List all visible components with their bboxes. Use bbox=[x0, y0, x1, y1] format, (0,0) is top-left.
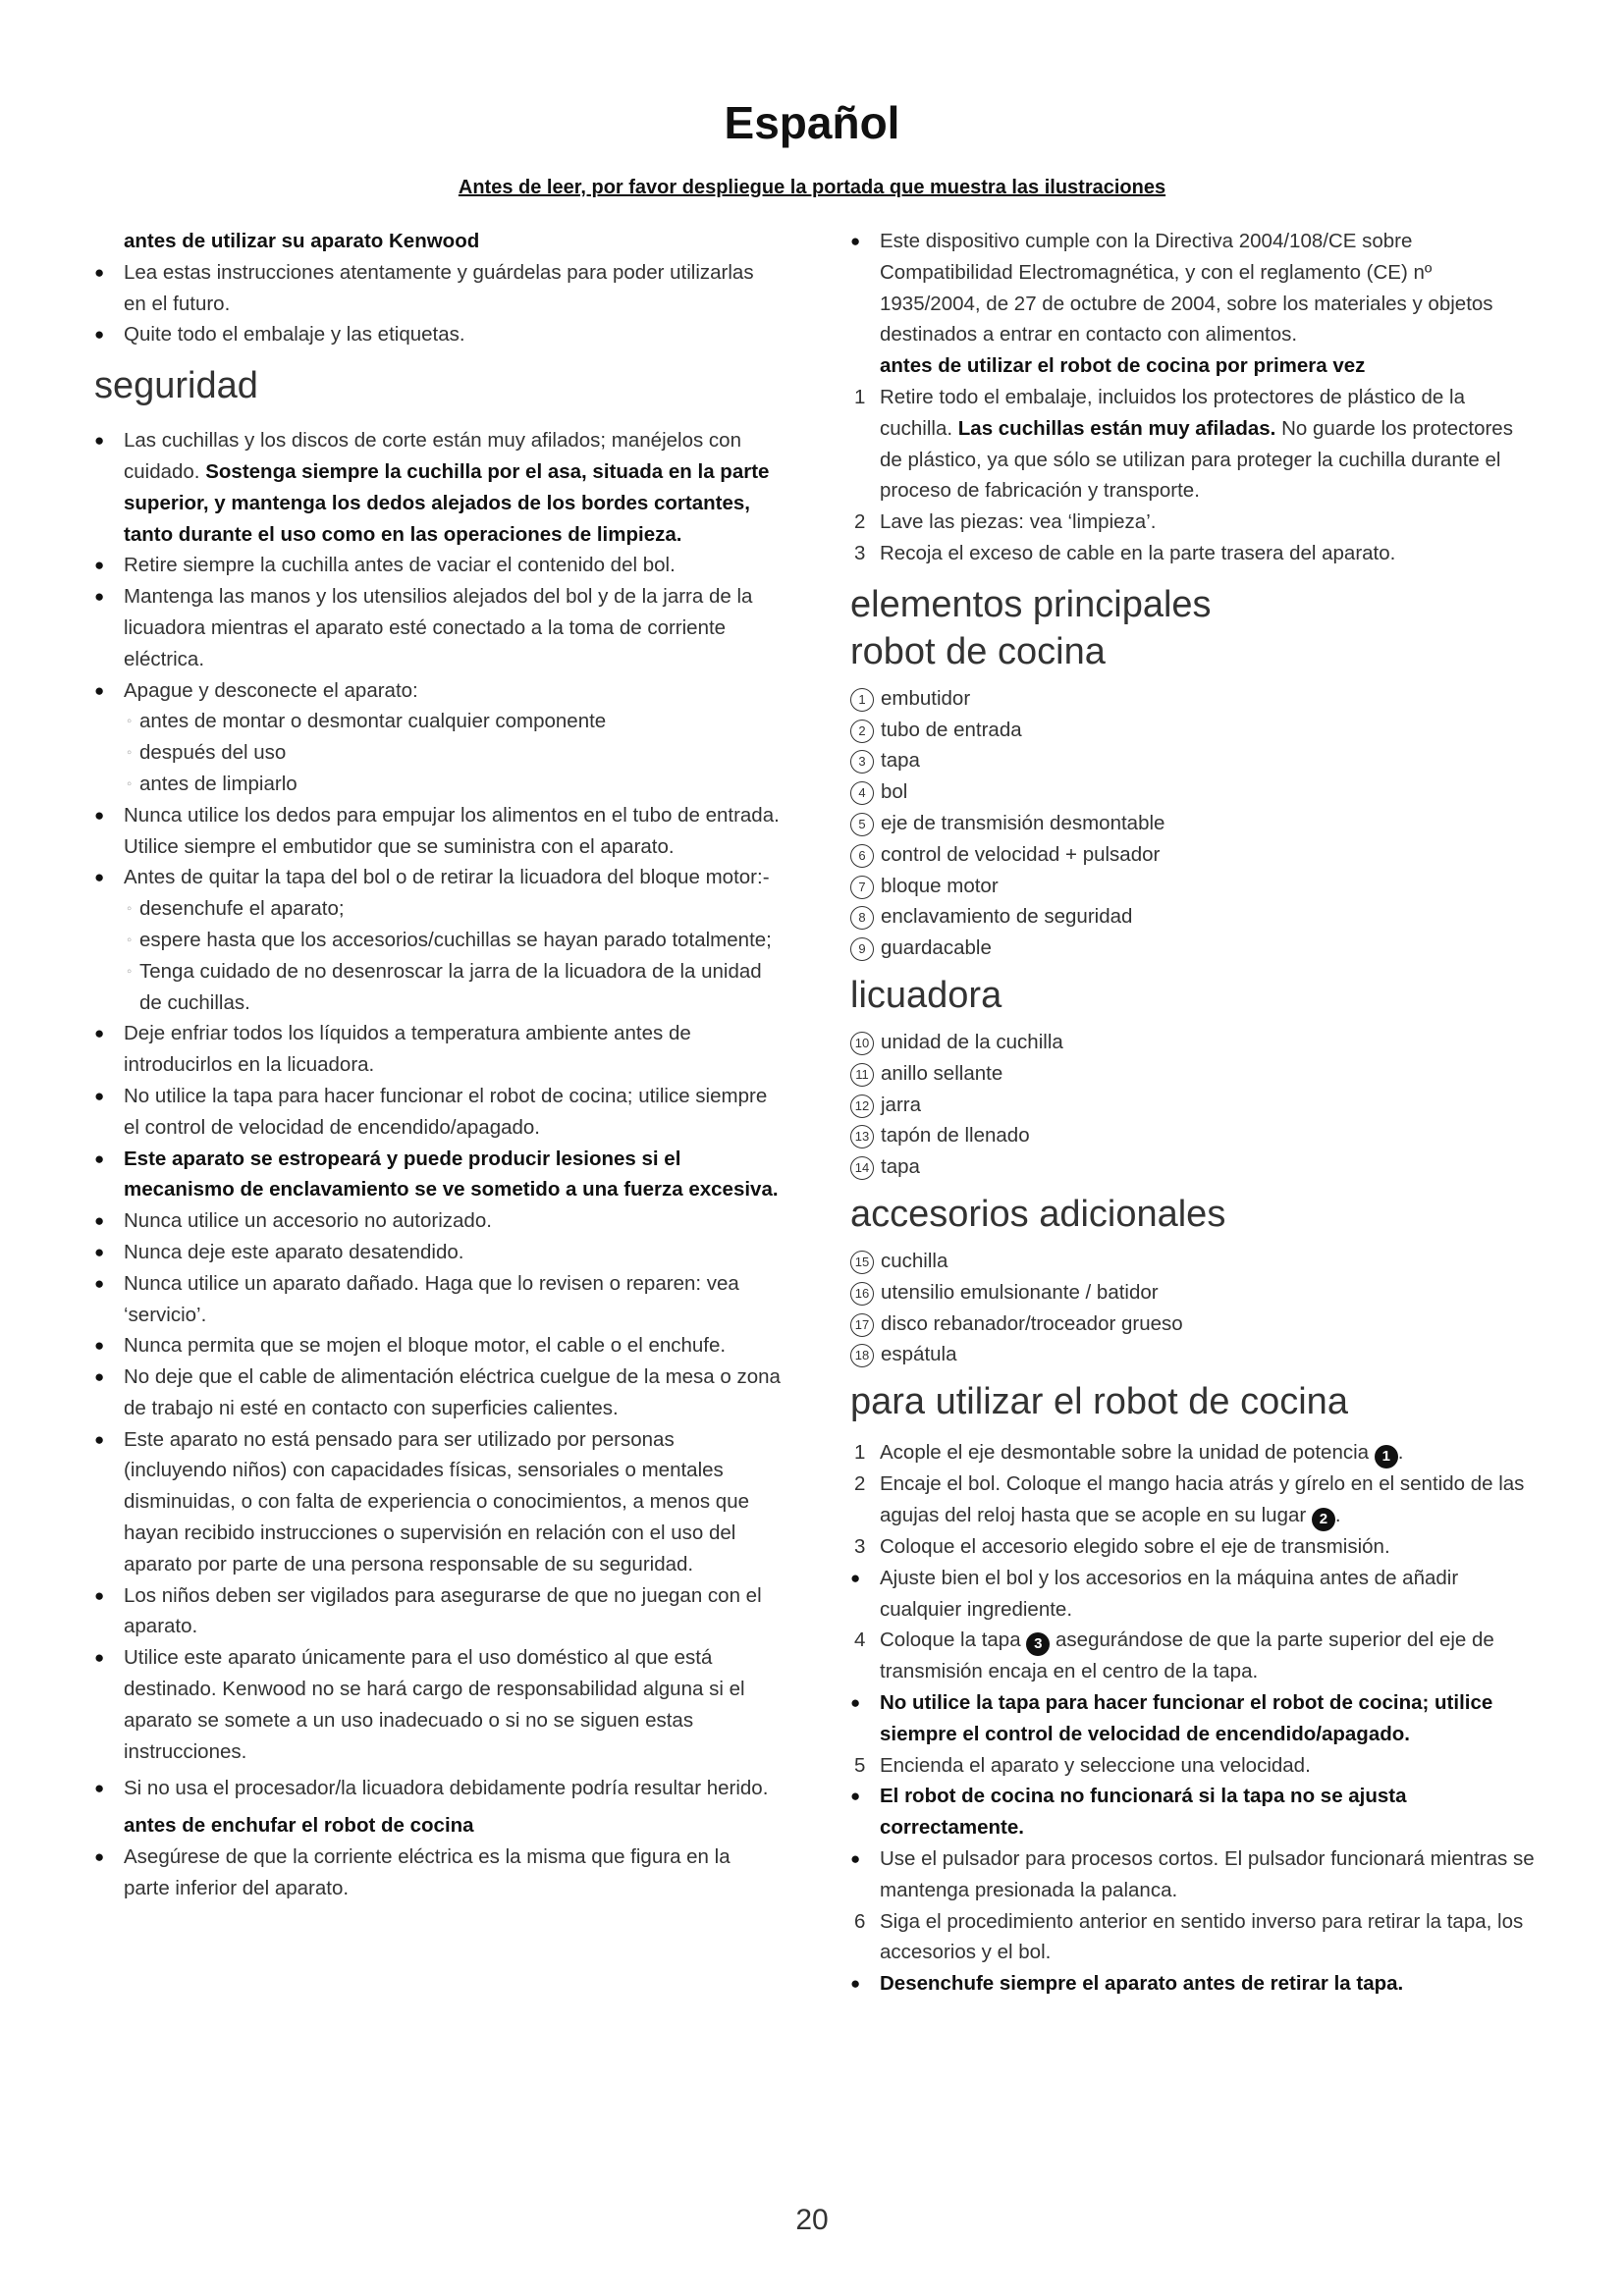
safety-item: ● Antes de quitar la tapa del bol o de retirar la licuadora del bloque motor:- bbox=[94, 862, 782, 893]
safety-item bbox=[94, 425, 782, 550]
safety-subitem: ◦ antes de limpiarlo bbox=[94, 769, 782, 800]
part-label: enclavamiento de seguridad bbox=[881, 905, 1133, 929]
step-number: 1 bbox=[854, 385, 866, 408]
part-label: jarra bbox=[881, 1093, 922, 1116]
part-item bbox=[850, 1058, 1538, 1090]
antes-heading: antes de utilizar su aparato Kenwood bbox=[124, 230, 480, 252]
step-number: 5 bbox=[854, 1753, 866, 1777]
seguridad-heading: seguridad bbox=[94, 365, 258, 407]
part-number-icon: 17 bbox=[850, 1313, 874, 1337]
safety-item: ● Mantenga las manos y los utensilios alejados del bol y de la jarra de la licuadora mientras el aparato esté conectado a la toma de corriente eléctrica. bbox=[94, 581, 782, 674]
step-bold-text: Las cuchillas están muy afiladas. bbox=[957, 416, 1276, 440]
safety-item: ● Utilice este aparato únicamente para el uso doméstico al que está destinado. Kenwood no se hará cargo de responsabilidad alguna si el aparato se somete a un uso inadecuado o si no se siguen estas instrucciones. bbox=[94, 1642, 782, 1767]
step-number: 1 bbox=[854, 1441, 866, 1465]
step-number: 2 bbox=[854, 510, 866, 534]
step-text: Coloque la tapa bbox=[880, 1629, 1021, 1652]
step-text: Recoja el exceso de cable en la parte trasera del aparato. bbox=[880, 541, 1396, 564]
step-text: Encienda el aparato y seleccione una velocidad. bbox=[880, 1753, 1311, 1777]
part-label: bloque motor bbox=[881, 874, 999, 897]
safety-item: ● Si no usa el procesador/la licuadora debidamente podría resultar herido. bbox=[94, 1773, 782, 1804]
figure-1-icon: 1 bbox=[1375, 1445, 1398, 1468]
step-item bbox=[850, 1750, 1538, 1782]
safety-subitem: ◦ Tenga cuidado de no desenroscar la jarra de la licuadora de la unidad de cuchillas. bbox=[94, 956, 782, 1019]
safety-item: ● Nunca deje este aparato desatendido. bbox=[94, 1237, 782, 1268]
safety-item: ● Retire siempre la cuchilla antes de vaciar el contenido del bol. bbox=[94, 550, 782, 581]
figure-3-icon: 3 bbox=[1026, 1632, 1050, 1656]
part-number-icon: 11 bbox=[850, 1063, 874, 1087]
step-bullet: ● Use el pulsador para procesos cortos. El pulsador funcionará mientras se mantenga presionada la palanca. bbox=[850, 1843, 1538, 1906]
part-item bbox=[850, 1027, 1538, 1058]
part-number-icon: 12 bbox=[850, 1095, 874, 1118]
part-number-icon: 14 bbox=[850, 1156, 874, 1180]
step-item bbox=[850, 538, 1538, 569]
part-item bbox=[850, 1246, 1538, 1277]
step-item bbox=[850, 1625, 1538, 1687]
step-text: No guarde los protectores de plástico, ya que sólo se utilizan para proteger la cuchilla durante el proceso de fabricación y transporte. bbox=[880, 416, 1513, 503]
part-number-icon: 6 bbox=[850, 844, 874, 868]
part-number-icon: 5 bbox=[850, 813, 874, 836]
safety-item: ● Nunca utilice un aparato dañado. Haga que lo revisen o reparen: vea ‘servicio’. bbox=[94, 1268, 782, 1331]
part-number-icon: 4 bbox=[850, 781, 874, 805]
figure-2-icon: 2 bbox=[1312, 1508, 1335, 1531]
safety-item: ● No utilice la tapa para hacer funcionar el robot de cocina; utilice siempre el control de velocidad de encendido/apagado. bbox=[94, 1081, 782, 1144]
part-item bbox=[850, 1090, 1538, 1121]
step-bullet-bold: ● El robot de cocina no funcionará si la tapa no se ajusta correctamente. bbox=[850, 1781, 1538, 1843]
left-column bbox=[94, 226, 782, 1904]
page-title: Español bbox=[724, 97, 900, 148]
part-item bbox=[850, 745, 1538, 776]
step-text: asegurándose de que la parte superior del eje de transmisión encaja en el centro de la tapa. bbox=[880, 1629, 1494, 1683]
part-item bbox=[850, 1339, 1538, 1370]
part-number-icon: 7 bbox=[850, 876, 874, 899]
part-label: unidad de la cuchilla bbox=[881, 1030, 1063, 1053]
step-number: 6 bbox=[854, 1909, 866, 1933]
step-number: 2 bbox=[854, 1472, 866, 1496]
safety-item: ● Los niños deben ser vigilados para asegurarse de que no juegan con el aparato. bbox=[94, 1580, 782, 1643]
safety-text: Las cuchillas y los discos de corte están muy afilados; manéjelos con cuidado. bbox=[124, 429, 741, 483]
licuadora-parts-list bbox=[850, 1027, 1538, 1183]
antes-item: ● Quite todo el embalaje y las etiquetas. bbox=[94, 319, 782, 350]
part-label: utensilio emulsionante / batidor bbox=[881, 1280, 1159, 1304]
safety-item: ● Apague y desconecte el aparato: bbox=[94, 675, 782, 707]
utilizar-steps bbox=[850, 1437, 1538, 2000]
part-number-icon: 9 bbox=[850, 937, 874, 961]
part-label: cuchilla bbox=[881, 1249, 948, 1272]
part-label: disco rebanador/troceador grueso bbox=[881, 1311, 1183, 1335]
part-label: tapón de llenado bbox=[881, 1124, 1030, 1148]
safety-item: ● Nunca permita que se mojen el bloque motor, el cable o el enchufe. bbox=[94, 1330, 782, 1362]
part-number-icon: 18 bbox=[850, 1344, 874, 1367]
page-subtitle: Antes de leer, por favor despliegue la portada que muestra las ilustraciones bbox=[458, 177, 1166, 198]
safety-subitem: ◦ desenchufe el aparato; bbox=[94, 893, 782, 925]
enchufar-heading: antes de enchufar el robot de cocina bbox=[124, 1814, 474, 1838]
part-item bbox=[850, 1120, 1538, 1151]
part-item bbox=[850, 683, 1538, 715]
step-bullet-bold: ● No utilice la tapa para hacer funcionar el robot de cocina; utilice siempre el control de velocidad de encendido/apagado. bbox=[850, 1687, 1538, 1750]
step-text: Siga el procedimiento anterior en sentido inverso para retirar la tapa, los accesorios y el bol. bbox=[880, 1909, 1524, 1964]
enchufar-item: ● Asegúrese de que la corriente eléctrica es la misma que figura en la parte inferior del aparato. bbox=[94, 1842, 782, 1904]
accesorios-parts-list bbox=[850, 1246, 1538, 1370]
part-number-icon: 8 bbox=[850, 906, 874, 930]
part-item bbox=[850, 1277, 1538, 1308]
step-item bbox=[850, 382, 1538, 507]
part-number-icon: 2 bbox=[850, 720, 874, 743]
part-item bbox=[850, 839, 1538, 871]
step-text: Encaje el bol. Coloque el mango hacia atrás y gírelo en el sentido de las agujas del reloj hasta que se acople en su lugar bbox=[880, 1472, 1525, 1526]
safety-item: ● Este aparato no está pensado para ser utilizado por personas (incluyendo niños) con capacidades físicas, sensoriales o mentales disminuidas, o con falta de experiencia o conocimientos, a menos que hayan recibido instrucciones o supervisión en relación con el uso del aparato por parte de una persona responsable de su seguridad. bbox=[94, 1424, 782, 1580]
robot-parts-list bbox=[850, 683, 1538, 964]
step-text: Retire todo el embalaje, incluidos los protectores de plástico de la cuchilla. bbox=[880, 385, 1465, 440]
part-item bbox=[850, 901, 1538, 933]
antes-item: ● Lea estas instrucciones atentamente y guárdelas para poder utilizarlas en el futuro. bbox=[94, 257, 782, 320]
part-label: embutidor bbox=[881, 686, 971, 710]
primera-vez-heading: antes de utilizar el robot de cocina por primera vez bbox=[880, 354, 1366, 378]
safety-subitem: ◦ espere hasta que los accesorios/cuchillas se hayan parado totalmente; bbox=[94, 925, 782, 956]
part-label: espátula bbox=[881, 1343, 957, 1366]
part-item bbox=[850, 1151, 1538, 1183]
part-label: tubo de entrada bbox=[881, 718, 1022, 741]
part-label: guardacable bbox=[881, 936, 992, 960]
accesorios-heading: accesorios adicionales bbox=[850, 1193, 1226, 1235]
step-text: Acople el eje desmontable sobre la unidad de potencia bbox=[880, 1441, 1370, 1465]
safety-subitem: ◦ después del uso bbox=[94, 737, 782, 769]
step-number: 4 bbox=[854, 1629, 866, 1652]
step-item: 2 Encaje el bol. Coloque el mango hacia atrás y gírelo en el sentido de las agujas del reloj hasta que se acople en su lugar 2 . bbox=[850, 1468, 1538, 1531]
step-number: 3 bbox=[854, 541, 866, 564]
part-label: control de velocidad + pulsador bbox=[881, 842, 1161, 866]
part-label: bol bbox=[881, 780, 908, 804]
step-item: 1 Acople el eje desmontable sobre la unidad de potencia 1 . bbox=[850, 1437, 1538, 1468]
safety-item: ● Deje enfriar todos los líquidos a temperatura ambiente antes de introducirlos en la licuadora. bbox=[94, 1018, 782, 1081]
part-item bbox=[850, 933, 1538, 964]
right-column bbox=[850, 226, 1538, 2000]
licuadora-heading: licuadora bbox=[850, 974, 1002, 1016]
step-item bbox=[850, 507, 1538, 538]
step-bullet: ● Ajuste bien el bol y los accesorios en la máquina antes de añadir cualquier ingrediente. bbox=[850, 1563, 1538, 1626]
step-text: Lave las piezas: vea ‘limpieza’. bbox=[880, 510, 1157, 534]
part-label: anillo sellante bbox=[881, 1061, 1003, 1085]
part-item bbox=[850, 1308, 1538, 1340]
page-number: 20 bbox=[795, 2204, 829, 2236]
part-label: tapa bbox=[881, 1155, 920, 1179]
part-label: tapa bbox=[881, 749, 920, 773]
part-number-icon: 1 bbox=[850, 688, 874, 712]
safety-bold-text: Sostenga siempre la cuchilla por el asa, situada en la parte superior, y mantenga los dedos alejados de los bordes cortantes, tanto durante el uso como en las operaciones de limpieza. bbox=[124, 459, 770, 546]
safety-item: ● No deje que el cable de alimentación eléctrica cuelgue de la mesa o zona de trabajo ni esté en contacto con superficies calientes. bbox=[94, 1362, 782, 1424]
part-number-icon: 13 bbox=[850, 1125, 874, 1148]
safety-item: ● Nunca utilice los dedos para empujar los alimentos en el tubo de entrada. Utilice siempre el embutidor que se suministra con el aparato. bbox=[94, 800, 782, 863]
safety-subitem: ◦ antes de montar o desmontar cualquier componente bbox=[94, 706, 782, 737]
part-item bbox=[850, 715, 1538, 746]
step-number: 3 bbox=[854, 1534, 866, 1558]
part-number-icon: 10 bbox=[850, 1032, 874, 1055]
utilizar-heading: para utilizar el robot de cocina bbox=[850, 1381, 1348, 1423]
safety-item-bold: ● Este aparato se estropeará y puede producir lesiones si el mecanismo de enclavamiento se ve sometido a una fuerza excesiva. bbox=[94, 1144, 782, 1206]
directiva-item: ● Este dispositivo cumple con la Directiva 2004/108/CE sobre Compatibilidad Electromagnética, y con el reglamento (CE) nº 1935/2004, de 27 de octubre de 2004, sobre los materiales y objetos destinados a entrar en contacto con alimentos. bbox=[850, 226, 1538, 350]
robot-heading: robot de cocina bbox=[850, 630, 1106, 672]
part-item bbox=[850, 808, 1538, 839]
step-bullet-bold: ● Desenchufe siempre el aparato antes de retirar la tapa. bbox=[850, 1968, 1538, 2000]
part-number-icon: 3 bbox=[850, 750, 874, 774]
step-item bbox=[850, 1531, 1538, 1563]
step-item bbox=[850, 1906, 1538, 1969]
part-number-icon: 16 bbox=[850, 1282, 874, 1306]
part-label: eje de transmisión desmontable bbox=[881, 811, 1165, 834]
part-item bbox=[850, 776, 1538, 808]
step-text: Coloque el accesorio elegido sobre el eje de transmisión. bbox=[880, 1534, 1390, 1558]
safety-item: ● Nunca utilice un accesorio no autorizado. bbox=[94, 1205, 782, 1237]
part-item bbox=[850, 871, 1538, 902]
elementos-heading: elementos principales bbox=[850, 583, 1212, 625]
part-number-icon: 15 bbox=[850, 1251, 874, 1274]
